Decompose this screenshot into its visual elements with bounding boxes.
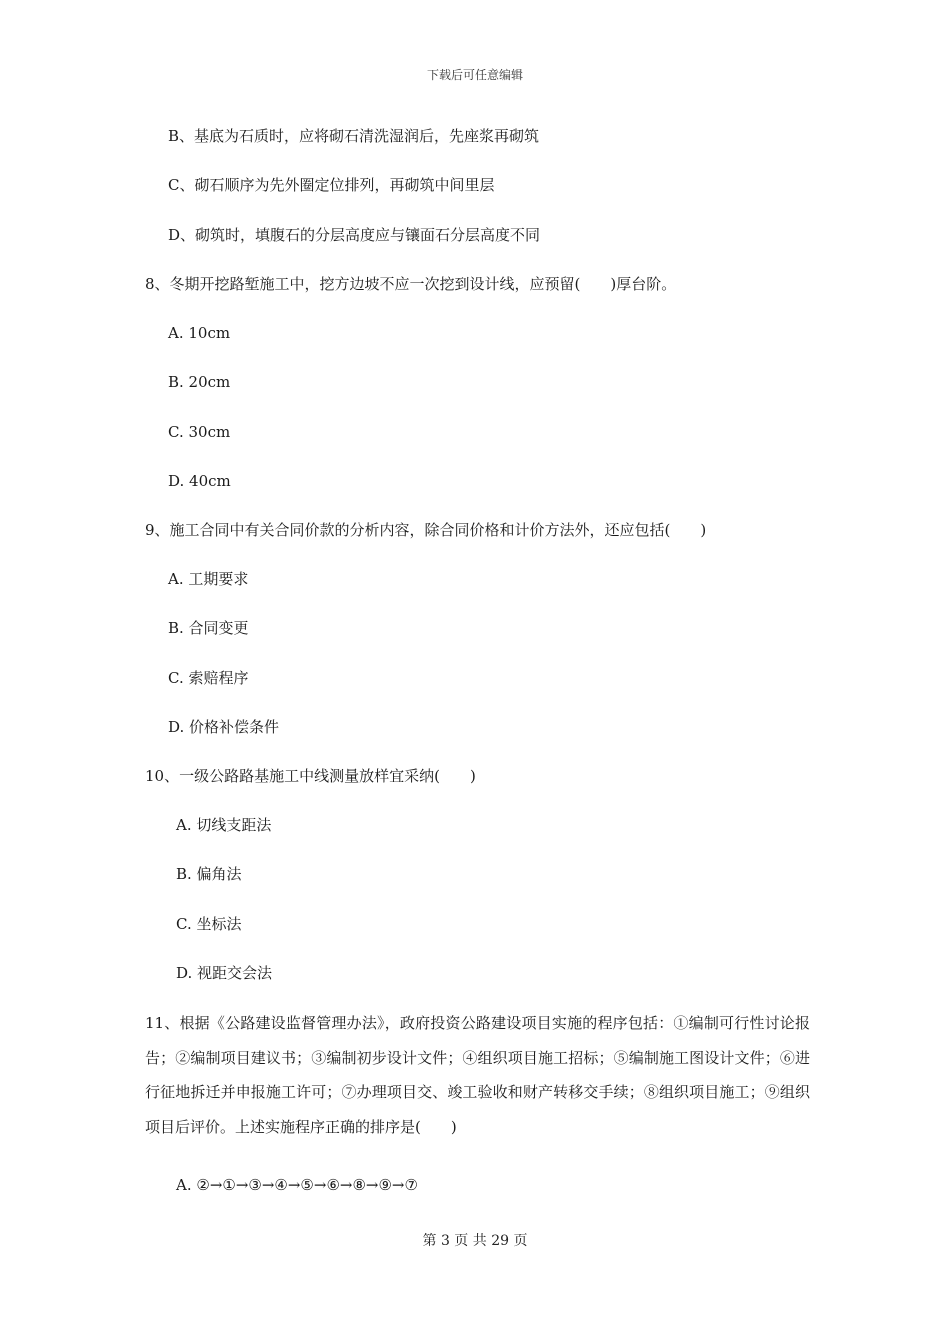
q10-option-b: B. 偏角法 (176, 865, 242, 883)
q9-stem: 9、施工合同中有关合同价款的分析内容，除合同价格和计价方法外，还应包括( ) (145, 521, 707, 539)
page-footer: 第 3 页 共 29 页 (422, 1233, 528, 1249)
q10-stem: 10、一级公路路基施工中线测量放样宜采纳( ) (145, 767, 476, 785)
q11-option-a: A. ②→①→③→④→⑤→⑥→⑧→⑨→⑦ (176, 1176, 418, 1194)
q11-stem: 11、根据《公路建设监督管理办法》，政府投资公路建设项目实施的程序包括：①编制可行性讨论报告；②编制项目建议书；③编制初步设计文件；④组织项目施工招标；⑤编制施工图设计文件；⑥进行征地拆迁并申报施工许可；⑦办理项目交、竣工验收和财产转移交手续；⑧组织项目施工；⑨组织项目后评价。上述实施程序正确的排序是( ) (145, 1014, 810, 1136)
q8-option-d: D. 40cm (168, 472, 231, 490)
q8-option-a: A. 10cm (168, 324, 231, 342)
q10-option-c: C. 坐标法 (176, 915, 242, 933)
q9-option-c: C. 索赔程序 (168, 669, 249, 687)
page-header: 下载后可任意编辑 (426, 68, 523, 82)
q7-option-b: B、基底为石质时，应将砌石清洗湿润后，先座浆再砌筑 (168, 127, 540, 145)
q9-option-a: A. 工期要求 (168, 570, 249, 588)
q9-option-b: B. 合同变更 (168, 619, 249, 637)
q7-option-d: D、砌筑时，填腹石的分层高度应与镶面石分层高度不同 (168, 226, 541, 244)
q10-option-d: D. 视距交会法 (176, 964, 273, 982)
q8-option-c: C. 30cm (168, 423, 231, 441)
q9-option-d: D. 价格补偿条件 (168, 718, 280, 736)
q10-option-a: A. 切线支距法 (176, 816, 272, 834)
q7-option-c: C、砌石顺序为先外圈定位排列，再砌筑中间里层 (168, 176, 495, 194)
q8-option-b: B. 20cm (168, 373, 231, 391)
q8-stem: 8、冬期开挖路堑施工中，挖方边坡不应一次挖到设计线，应预留( )厚台阶。 (145, 275, 677, 293)
